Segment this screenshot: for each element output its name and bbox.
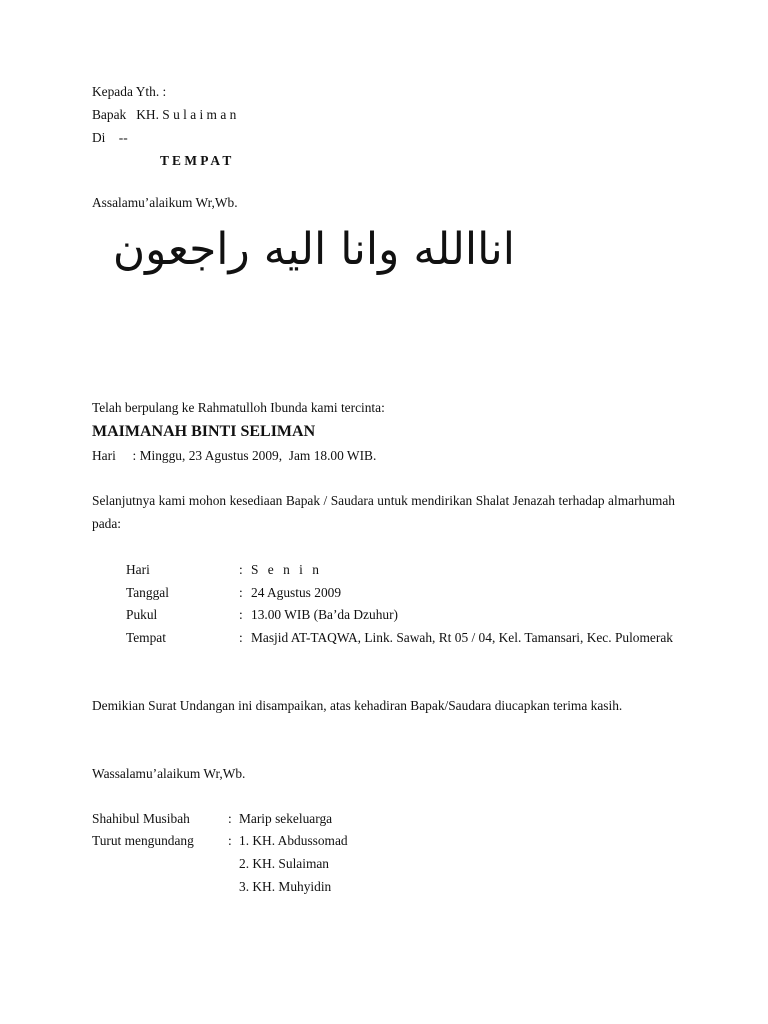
shahibul-label: Shahibul Musibah — [92, 811, 190, 826]
farewell: Wassalamu’alaikum Wr,Wb. — [92, 766, 246, 781]
detail-colon: : — [239, 607, 243, 622]
detail-colon: : — [239, 585, 243, 600]
announcement-intro: Telah berpulang ke Rahmatulloh Ibunda kami tercinta: — [92, 400, 385, 415]
tempat-heading: T E M P A T — [160, 153, 232, 168]
inviter-item: 1. KH. Abdussomad — [239, 833, 348, 848]
inviter-item: 3. KH. Muhyidin — [239, 879, 332, 894]
to-label: Kepada Yth. : — [92, 84, 167, 99]
detail-value-hari: S e n i n — [251, 562, 322, 577]
detail-label-tanggal: Tanggal — [126, 585, 169, 600]
request-paragraph: Selanjutnya kami mohon kesediaan Bapak / Saudara untuk mendirikan Shalat Jenazah terhadap almarhumah pada: — [92, 493, 675, 531]
detail-colon: : — [239, 630, 243, 645]
recipient-name: Bapak KH. S u l a i m a n — [92, 107, 237, 122]
detail-label-tempat: Tempat — [126, 630, 166, 645]
greeting: Assalamu’alaikum Wr,Wb. — [92, 195, 238, 210]
detail-label-pukul: Pukul — [126, 607, 158, 622]
closing-paragraph: Demikian Surat Undangan ini disampaikan, atas kehadiran Bapak/Saudara diucapkan terima kasih. — [92, 698, 623, 713]
detail-value-tempat: Masjid AT-TAQWA, Link. Sawah, Rt 05 / 04, Kel. Tamansari, Kec. Pulomerak — [251, 630, 673, 645]
detail-value-pukul: 13.00 WIB (Ba’da Dzuhur) — [251, 607, 399, 622]
detail-value-tanggal: 24 Agustus 2009 — [251, 585, 342, 600]
recipient-place: Di -- — [92, 130, 128, 145]
turut-label: Turut mengundang — [92, 833, 194, 848]
arabic-phrase: اناالله وانا اليه راجعون — [112, 224, 515, 275]
death-date-line: Hari : Minggu, 23 Agustus 2009, Jam 18.00 WIB. — [92, 448, 377, 463]
shahibul-value: Marip sekeluarga — [239, 811, 333, 826]
inviter-item: 2. KH. Sulaiman — [239, 856, 330, 871]
turut-colon: : — [228, 833, 232, 848]
detail-label-hari: Hari — [126, 562, 150, 577]
detail-colon: : — [239, 562, 243, 577]
shahibul-colon: : — [228, 811, 232, 826]
deceased-name: MAIMANAH BINTI SELIMAN — [92, 423, 316, 440]
